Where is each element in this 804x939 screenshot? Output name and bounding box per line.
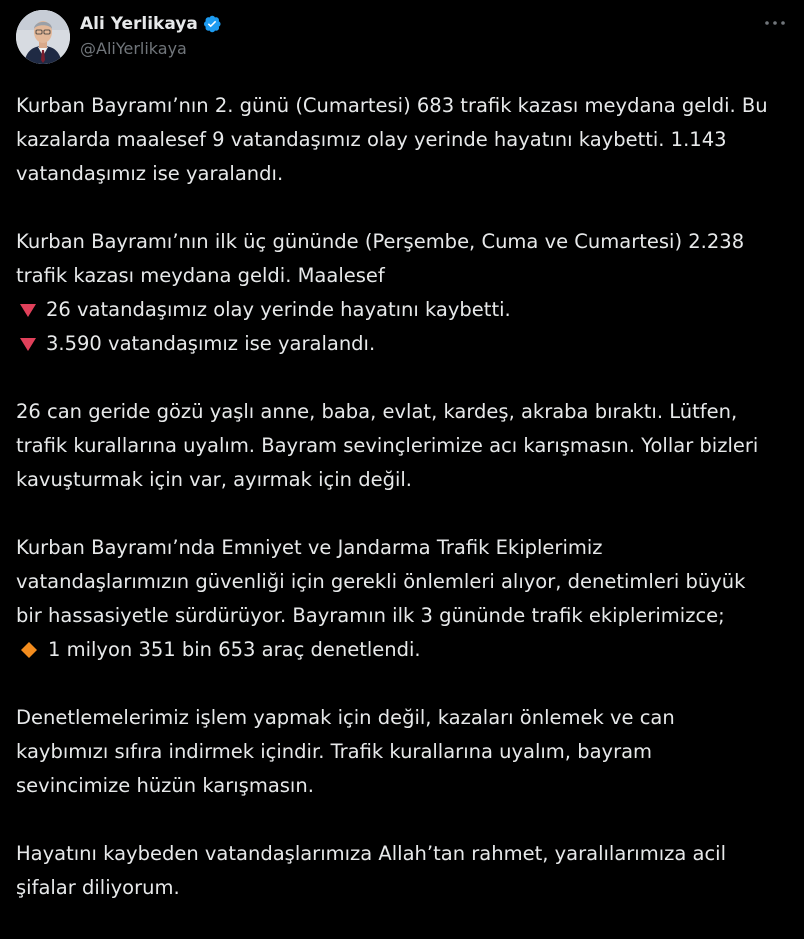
red-triangle-down-icon (18, 301, 38, 319)
text-line: bir hassasiyetle sürdürüyor. Bayramın ilk 3 gününde trafik ekiplerimizce; (16, 604, 725, 627)
bullet-line (16, 293, 790, 327)
paragraph-3 (16, 395, 790, 497)
bullet-text: 1 milyon 351 bin 653 araç denetlendi. (48, 638, 421, 661)
text-line: Kurban Bayramı’nın 2. günü (Cumartesi) 683 trafik kazası meydana geldi. Bu (16, 94, 768, 117)
bullet-text: 26 vatandaşımız olay yerinde hayatını kaybetti. (46, 298, 511, 321)
author-handle[interactable]: @AliYerlikaya (80, 39, 187, 58)
name-row (80, 11, 222, 37)
text-line: Denetlemelerimiz işlem yapmak için değil, kazaları önlemek ve can (16, 706, 675, 729)
text-line: şifalar diliyorum. (16, 876, 180, 899)
text-line: vatandaşlarımızın güvenliği için gerekli önlemleri alıyor, denetimleri büyük (16, 570, 746, 593)
more-horizontal-icon[interactable] (762, 14, 788, 32)
text-line: kaybımızı sıfıra indirmek içindir. Trafik kurallarına uyalım, bayram (16, 740, 653, 763)
orange-diamond-icon (20, 641, 38, 659)
red-triangle-down-icon (18, 335, 38, 353)
paragraph-5 (16, 701, 790, 803)
verified-badge-icon (202, 14, 222, 34)
bullet-line (16, 327, 790, 361)
user-block (80, 11, 222, 58)
text-line: trafik kazası meydana geldi. Maalesef (16, 264, 385, 287)
avatar[interactable] (16, 10, 70, 64)
text-line: vatandaşımız ise yaralandı. (16, 162, 284, 185)
text-line: Hayatını kaybeden vatandaşlarımıza Allah’tan rahmet, yaralılarımıza acil (16, 842, 727, 865)
text-line: kavuşturmak için var, ayırmak için değil. (16, 468, 413, 491)
paragraph-6 (16, 837, 790, 905)
bullet-text: 3.590 vatandaşımız ise yaralandı. (46, 332, 376, 355)
paragraph-2 (16, 225, 790, 361)
text-line: kazalarda maalesef 9 vatandaşımız olay yerinde hayatını kaybetti. 1.143 (16, 128, 727, 151)
tweet-header (14, 10, 790, 66)
text-line: sevincimize hüzün karışmasın. (16, 774, 314, 797)
author-display-name[interactable]: Ali Yerlikaya (80, 14, 198, 34)
paragraph-1 (16, 89, 790, 191)
text-line: Kurban Bayramı’nın ilk üç gününde (Perşembe, Cuma ve Cumartesi) 2.238 (16, 230, 745, 253)
paragraph-4 (16, 531, 790, 667)
bullet-line (16, 633, 790, 667)
profile-photo (16, 10, 70, 64)
tweet-text (16, 89, 790, 939)
text-line: Kurban Bayramı’nda Emniyet ve Jandarma Trafik Ekiplerimiz (16, 536, 603, 559)
text-line: 26 can geride gözü yaşlı anne, baba, evlat, kardeş, akraba bıraktı. Lütfen, (16, 400, 738, 423)
text-line: trafik kurallarına uyalım. Bayram sevinçlerimize acı karışmasın. Yollar bizleri (16, 434, 759, 457)
